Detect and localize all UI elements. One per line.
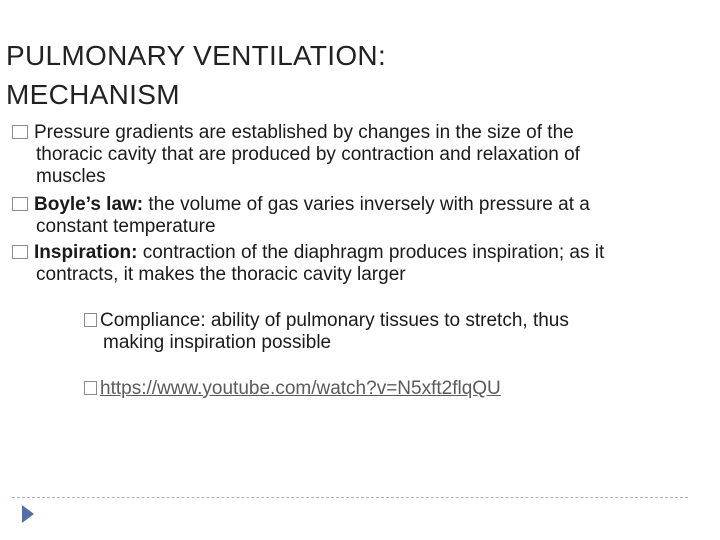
bullet-text: contraction of the diaphragm produces inspiration; as it contracts, it makes the thoracic cavity larger: [36, 242, 605, 285]
bullet-text: Pressure gradients are established by changes in the size of the thoracic cavity that are produced by contraction and relaxation of muscles: [34, 122, 580, 187]
bullet-pressure-gradients: [12, 122, 632, 188]
checkbox-bullet-icon: [84, 381, 97, 395]
footer-divider: [12, 497, 688, 498]
checkbox-bullet-icon: [12, 125, 28, 139]
bullet-boyles-law: [12, 194, 648, 238]
subbullet-text: Compliance: ability of pulmonary tissues to stretch, thus making inspiration possible: [100, 310, 569, 353]
youtube-link[interactable]: https://www.youtube.com/watch?v=N5xft2flqQU: [100, 378, 501, 399]
slide-title-line1: PULMONARY VENTILATION:: [6, 40, 387, 71]
triangle-arrow-icon: [22, 505, 34, 523]
bullet-inspiration: [12, 242, 640, 286]
subbullet-video-link: [84, 378, 663, 400]
bullet-term: Boyle’s law:: [34, 194, 144, 215]
checkbox-bullet-icon: [84, 313, 97, 327]
bullet-term: Inspiration:: [34, 242, 138, 263]
slide-title-line2: MECHANISM: [6, 79, 180, 110]
subbullet-compliance: [84, 310, 603, 354]
bullet-text: the volume of gas varies inversely with pressure at a constant temperature: [36, 194, 590, 237]
checkbox-bullet-icon: [12, 245, 28, 259]
checkbox-bullet-icon: [12, 197, 28, 211]
